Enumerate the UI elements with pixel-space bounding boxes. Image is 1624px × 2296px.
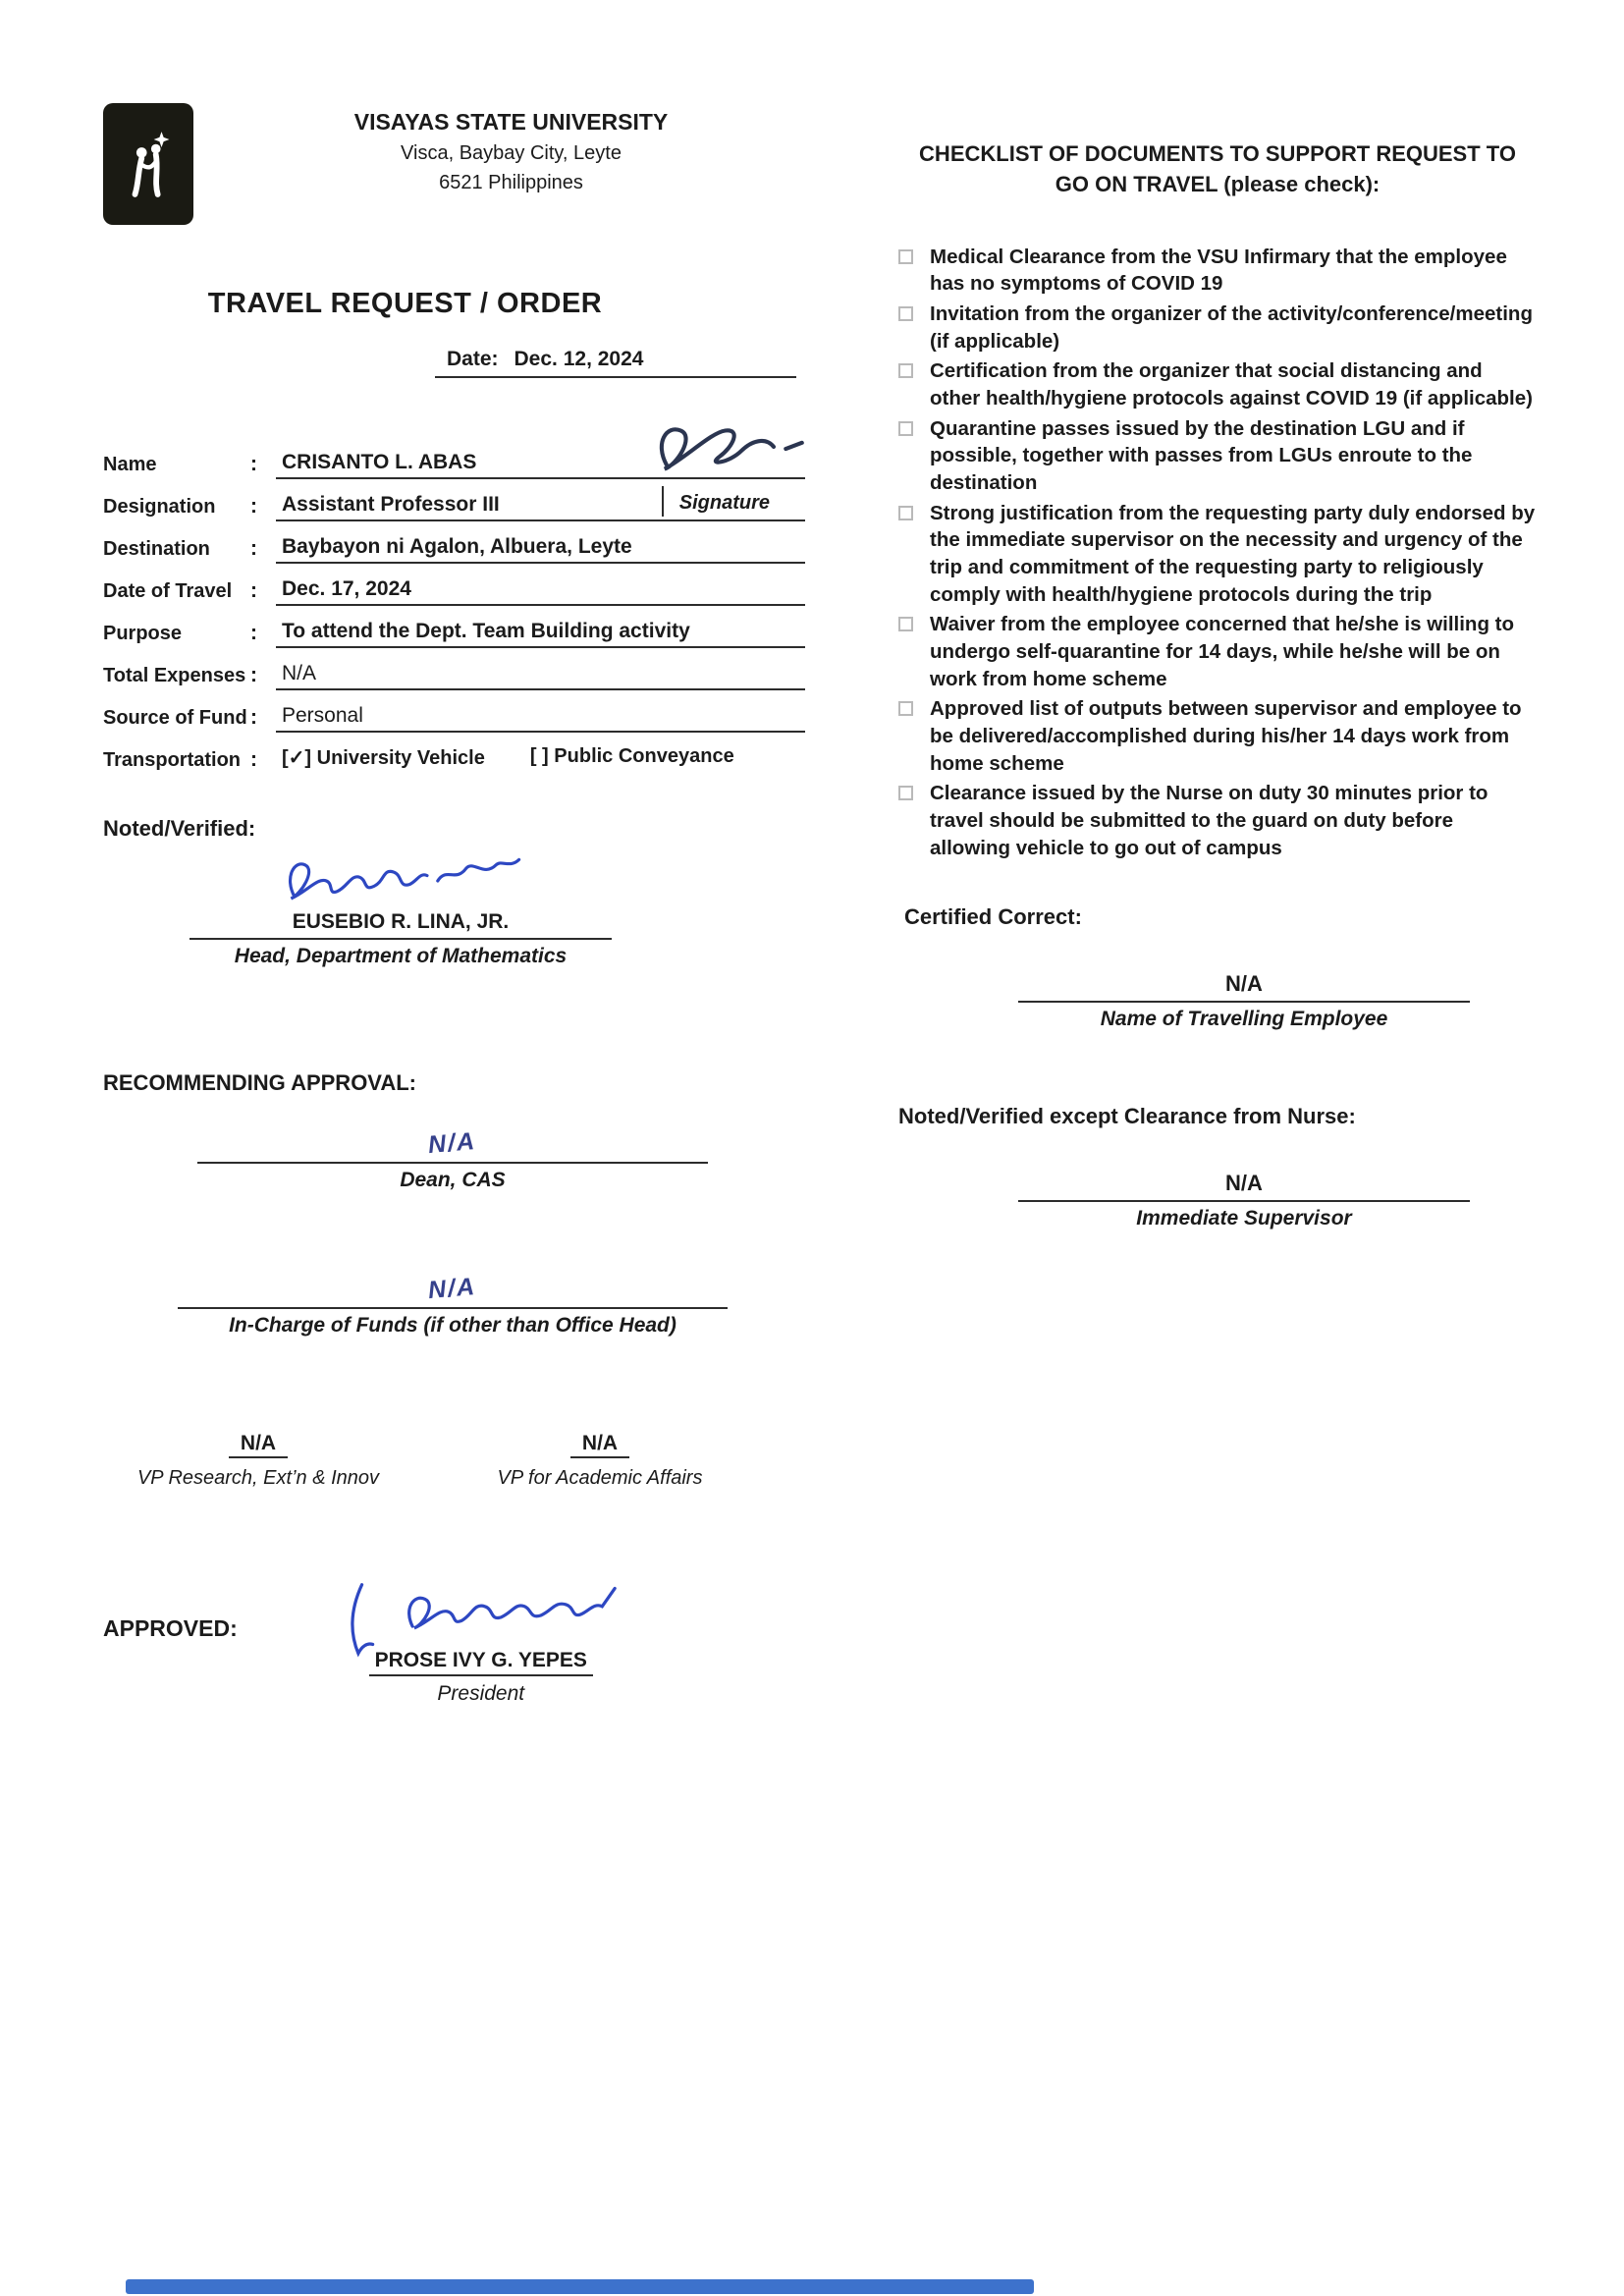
date-row [435, 348, 796, 378]
university-address-line1: Visca, Baybay City, Leyte [401, 142, 622, 164]
handwritten-na-funds: N/A [427, 1272, 478, 1305]
field-row-name [103, 437, 805, 479]
field-separator: : [250, 748, 257, 771]
field-row-total-expenses [103, 648, 805, 690]
checklist-item: Approved list of outputs between supervisor and employee to be delivered/accomplished during his/her 14 days work from home scheme [898, 695, 1537, 777]
checkbox-checked: [✓] [282, 747, 312, 769]
field-separator: : [250, 706, 257, 729]
checklist-item: Quarantine passes issued by the destination LGU and if possible, together with passes from LGUs enroute to the destination [898, 415, 1537, 497]
president-signature-block [314, 1570, 648, 1706]
form-fields [103, 437, 805, 775]
field-separator: : [250, 495, 257, 518]
travelling-employee-signature-block [1018, 971, 1470, 1031]
vsu-emblem-icon [120, 124, 177, 204]
travelling-employee-value: N/A [1225, 971, 1263, 997]
checkbox-icon [898, 506, 913, 520]
form-title: TRAVEL REQUEST / ORDER [207, 288, 603, 319]
checklist-column [898, 139, 1537, 1230]
field-value-date-of-travel: Dec. 17, 2024 [282, 577, 411, 600]
field-label: Designation [103, 496, 216, 518]
date-value: Dec. 12, 2024 [514, 348, 644, 370]
signature-eusebio-lina [268, 844, 533, 918]
checklist-item: Medical Clearance from the VSU Infirmary that the employee has no symptoms of COVID 19 [898, 244, 1537, 298]
field-row-purpose [103, 606, 805, 648]
signature-line [1018, 1001, 1470, 1003]
vp-research-value: N/A [229, 1432, 288, 1458]
dean-title: Dean, CAS [400, 1169, 506, 1191]
field-value-name: CRISANTO L. ABAS [282, 451, 477, 473]
transport-option-public-conveyance: [ ] Public Conveyance [529, 745, 734, 767]
checklist-item: Clearance issued by the Nurse on duty 30 minutes prior to travel should be submitted to the guard on duty before allowing vehicle to go out of campus [898, 780, 1537, 861]
date-label: Date: [447, 348, 499, 370]
letterhead-text [217, 103, 805, 194]
field-row-date-of-travel [103, 564, 805, 606]
noted-verified-label: Noted/Verified: [103, 816, 256, 841]
field-row-transportation [103, 733, 805, 775]
field-label: Name [103, 454, 157, 475]
approved-label: APPROVED: [103, 1615, 238, 1641]
field-label: Source of Fund [103, 707, 247, 729]
field-label: Destination [103, 538, 210, 560]
checkbox-icon [898, 617, 913, 631]
field-separator: : [250, 664, 257, 686]
field-separator: : [250, 453, 257, 475]
field-row-destination [103, 521, 805, 564]
transport-option-university-vehicle: [✓] University Vehicle [282, 747, 485, 769]
immediate-supervisor-signature-block [1018, 1171, 1470, 1230]
signature-line [189, 938, 612, 940]
certified-correct-label: Certified Correct: [904, 904, 1082, 930]
dean-signature-block [197, 1126, 708, 1192]
field-value-purpose: To attend the Dept. Team Building activity [282, 620, 690, 642]
checklist-item: Invitation from the organizer of the activity/conference/meeting (if applicable) [898, 301, 1537, 355]
vp-academic-value: N/A [570, 1432, 629, 1458]
vp-approvals-row [103, 1432, 805, 1490]
letterhead [103, 103, 805, 225]
funds-incharge-title: In-Charge of Funds (if other than Office Head) [229, 1314, 677, 1337]
checklist-item: Waiver from the employee concerned that he/she is willing to undergo self-quarantine for 14 days, while he/she will be on work from home scheme [898, 611, 1537, 692]
field-separator: : [250, 537, 257, 560]
funds-incharge-signature-block [178, 1272, 728, 1338]
university-address-line2: 6521 Philippines [439, 172, 583, 193]
travelling-employee-title: Name of Travelling Employee [1100, 1008, 1388, 1031]
vp-academic-block [453, 1432, 747, 1490]
signature-caption: Signature [662, 486, 797, 517]
signature-line [197, 1162, 708, 1164]
recommending-approval-label: RECOMMENDING APPROVAL: [103, 1070, 416, 1095]
signature-prose-ivy-yepes [334, 1570, 628, 1661]
noted-by-signature-block [189, 844, 612, 968]
checkbox-icon [898, 249, 913, 264]
signature-line [178, 1307, 728, 1309]
university-name: VISAYAS STATE UNIVERSITY [353, 109, 669, 135]
field-row-source-of-fund [103, 690, 805, 733]
field-value-destination: Baybayon ni Agalon, Albuera, Leyte [282, 535, 632, 558]
handwritten-na-dean: N/A [427, 1126, 478, 1160]
vsu-logo [103, 103, 193, 225]
field-label: Transportation [103, 749, 242, 771]
field-separator: : [250, 579, 257, 602]
noted-by-name: EUSEBIO R. LINA, JR. [292, 910, 510, 933]
field-row-designation [103, 479, 805, 521]
field-separator: : [250, 622, 257, 644]
president-name: PROSE IVY G. YEPES [369, 1649, 593, 1676]
checklist-heading: CHECKLIST OF DOCUMENTS TO SUPPORT REQUEST TO GO ON TRAVEL (please check): [919, 141, 1516, 196]
president-title: President [437, 1682, 525, 1705]
signature-line [1018, 1200, 1470, 1202]
checklist [898, 244, 1537, 862]
field-value-total-expenses: N/A [282, 662, 317, 684]
immediate-supervisor-value: N/A [1225, 1171, 1263, 1196]
field-label: Purpose [103, 623, 183, 644]
checkbox-icon [898, 786, 913, 800]
checklist-item: Strong justification from the requesting party duly endorsed by the immediate supervisor on the necessity and urgency of the trip and commitment of the requesting party to religiously comply with health/hygiene protocols during the trip [898, 500, 1537, 609]
noted-except-nurse-label: Noted/Verified except Clearance from Nurse: [898, 1104, 1356, 1129]
field-value-designation: Assistant Professor III [282, 493, 500, 516]
approved-row [103, 1570, 805, 1706]
checkbox-icon [898, 701, 913, 716]
checkbox-unchecked: [ ] [529, 745, 549, 767]
vp-research-title: VP Research, Ext’n & Innov [136, 1467, 380, 1489]
noted-by-title: Head, Department of Mathematics [234, 945, 568, 967]
immediate-supervisor-title: Immediate Supervisor [1136, 1207, 1352, 1230]
scan-artifact-blue-strip [126, 2279, 1034, 2294]
checkbox-icon [898, 421, 913, 436]
field-label: Date of Travel [103, 580, 233, 602]
checkbox-icon [898, 306, 913, 321]
form-column [103, 103, 805, 1706]
vp-academic-title: VP for Academic Affairs [497, 1467, 703, 1489]
field-value-source-of-fund: Personal [282, 704, 363, 727]
checkbox-icon [898, 363, 913, 378]
checklist-item: Certification from the organizer that social distancing and other health/hygiene protocols against COVID 19 (if applicable) [898, 357, 1537, 411]
vp-research-block [111, 1432, 406, 1490]
signature-crisanto-abas [631, 412, 813, 483]
field-label: Total Expenses [103, 665, 246, 686]
